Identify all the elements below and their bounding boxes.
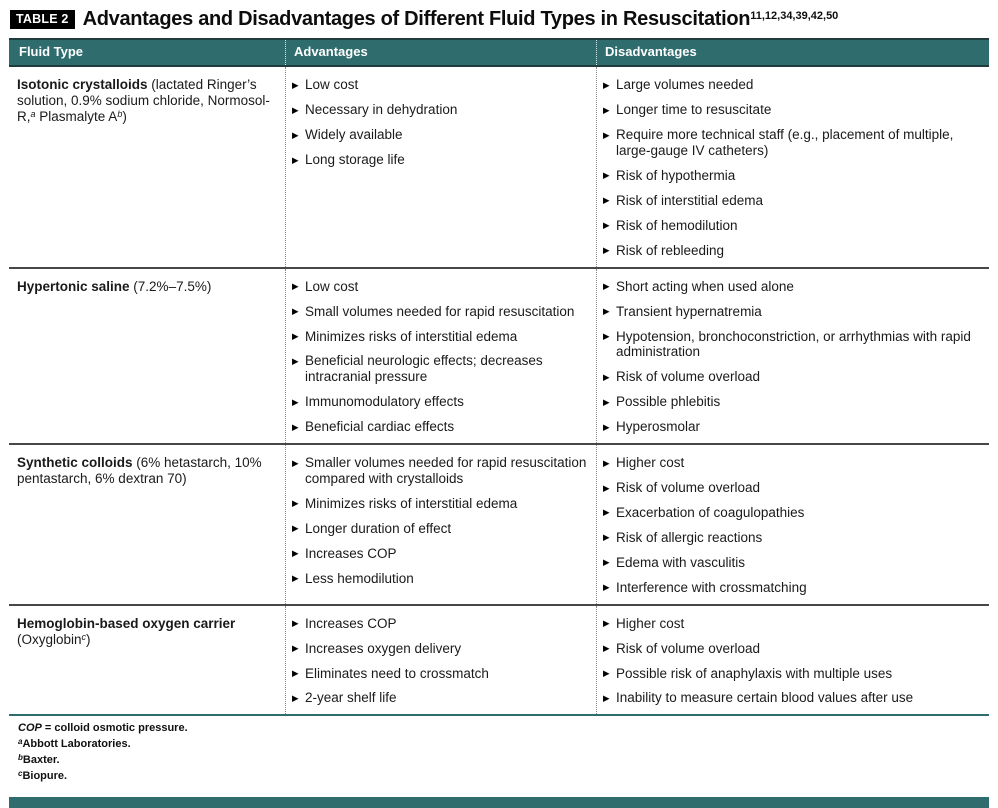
- list-item: ▶ Risk of allergic reactions: [603, 530, 985, 546]
- fluid-type-cell: [9, 606, 285, 715]
- list-item: ▶ Low cost: [292, 77, 592, 93]
- disadvantages-list: [603, 279, 985, 435]
- table-row-hemoglobin-carrier: [9, 606, 989, 717]
- fluid-detail: (7.2%–7.5%): [129, 278, 212, 294]
- advantages-cell: [285, 269, 596, 443]
- list-item: ▶ Short acting when used alone: [603, 279, 985, 295]
- citation-refs: 11,12,34,39,42,50: [750, 10, 839, 22]
- list-item: ▶ Increases oxygen delivery: [292, 641, 592, 657]
- list-item: ▶ Large volumes needed: [603, 77, 985, 93]
- fluid-detail: ): [122, 109, 127, 125]
- list-item: ▶ 2-year shelf life: [292, 690, 592, 706]
- list-item: ▶ Longer duration of effect: [292, 521, 592, 537]
- list-item: ▶ Edema with vasculitis: [603, 555, 985, 571]
- list-item: ▶ Inability to measure certain blood values after use: [603, 690, 985, 706]
- list-item: ▶ Risk of interstitial edema: [603, 193, 985, 209]
- fluid-detail: (lactated Ringer’s solution, 0.9% sodium chloride, Normosol-R,: [17, 77, 270, 125]
- column-header-advantages: Advantages: [285, 40, 596, 65]
- table-title: [10, 8, 989, 31]
- advantages-cell: [285, 606, 596, 715]
- list-item: ▶ Hyperosmolar: [603, 419, 985, 435]
- footnote-marker-b: b: [117, 109, 123, 120]
- list-item: ▶ Possible phlebitis: [603, 394, 985, 410]
- table-title-text: [83, 8, 839, 30]
- list-item: ▶ Less hemodilution: [292, 571, 592, 587]
- list-item: ▶ Longer time to resuscitate: [603, 102, 985, 118]
- list-item: ▶ Exacerbation of coagulopathies: [603, 505, 985, 521]
- footnote-marker: a: [18, 737, 23, 747]
- footnote-marker-c: c: [81, 631, 87, 642]
- list-item: ▶ Risk of volume overload: [603, 369, 985, 385]
- advantages-list: [292, 616, 592, 707]
- disadvantages-list: [603, 77, 985, 258]
- advantages-list: [292, 77, 592, 168]
- footnote-marker-a: a: [30, 109, 36, 120]
- list-item: ▶ Long storage life: [292, 152, 592, 168]
- footnote-text: Abbott Laboratories.: [22, 738, 131, 751]
- table-row-hypertonic-saline: [9, 269, 989, 445]
- footnote-b: [18, 751, 989, 767]
- list-item: ▶ Minimizes risks of interstitial edema: [292, 496, 592, 512]
- advantages-list: [292, 455, 592, 587]
- table-header-row: [9, 38, 989, 67]
- bottom-accent-bar: [9, 797, 989, 808]
- fluid-detail: (Oxyglobin: [17, 631, 82, 647]
- fluid-type-cell: [9, 269, 285, 443]
- list-item: ▶ Increases COP: [292, 616, 592, 632]
- list-item: ▶ Risk of hemodilution: [603, 218, 985, 234]
- disadvantages-list: [603, 455, 985, 596]
- table-number-badge: TABLE 2: [10, 10, 75, 29]
- disadvantages-list: [603, 616, 985, 707]
- advantages-list: [292, 279, 592, 435]
- table-footnotes: [9, 716, 989, 786]
- fluid-table: [9, 38, 989, 716]
- footnote-abbr: COP: [18, 722, 42, 735]
- table-row-synthetic-colloids: [9, 445, 989, 606]
- fluid-name: Isotonic crystalloids: [17, 77, 148, 93]
- fluid-type-cell: [9, 445, 285, 604]
- list-item: ▶ Immunomodulatory effects: [292, 394, 592, 410]
- list-item: ▶ Eliminates need to crossmatch: [292, 666, 592, 682]
- footnote-c: [18, 767, 989, 783]
- footnote-marker: b: [18, 753, 23, 763]
- list-item: ▶ Widely available: [292, 127, 592, 143]
- list-item: ▶ Minimizes risks of interstitial edema: [292, 329, 592, 345]
- table-row-isotonic-crystalloids: [9, 67, 989, 268]
- fluid-detail: Plasmalyte A: [35, 109, 118, 125]
- fluid-detail: (6% hetastarch, 10% pentastarch, 6% dextran 70): [17, 455, 262, 487]
- list-item: ▶ Low cost: [292, 279, 592, 295]
- disadvantages-cell: [596, 606, 989, 715]
- list-item: ▶ Risk of hypothermia: [603, 168, 985, 184]
- fluid-name: Hemoglobin-based oxygen carrier: [17, 615, 236, 631]
- advantages-cell: [285, 67, 596, 266]
- list-item: ▶ Require more technical staff (e.g., placement of multiple, large-gauge IV catheters): [603, 127, 985, 159]
- list-item: ▶ Possible risk of anaphylaxis with multiple uses: [603, 666, 985, 682]
- list-item: ▶ Transient hypernatremia: [603, 304, 985, 320]
- footnote-a: [18, 735, 989, 751]
- footnote-text: Biopure.: [22, 770, 68, 783]
- list-item: ▶ Small volumes needed for rapid resuscitation: [292, 304, 592, 320]
- fluid-type-cell: [9, 67, 285, 266]
- list-item: ▶ Necessary in dehydration: [292, 102, 592, 118]
- list-item: ▶ Interference with crossmatching: [603, 580, 985, 596]
- list-item: ▶ Hypotension, bronchoconstriction, or arrhythmias with rapid administration: [603, 329, 985, 361]
- list-item: ▶ Smaller volumes needed for rapid resuscitation compared with crystalloids: [292, 455, 592, 487]
- list-item: ▶ Beneficial cardiac effects: [292, 419, 592, 435]
- list-item: ▶ Higher cost: [603, 455, 985, 471]
- footnote-text: Baxter.: [22, 754, 60, 767]
- fluid-name: Synthetic colloids: [17, 455, 133, 471]
- list-item: ▶ Risk of volume overload: [603, 480, 985, 496]
- footnote-text: = colloid osmotic pressure.: [41, 722, 188, 735]
- table-title-label: Advantages and Disadvantages of Different Fluid Types in Resuscitation: [82, 8, 751, 30]
- column-header-disadvantages: Disadvantages: [596, 40, 989, 65]
- fluid-detail: ): [86, 631, 91, 647]
- column-header-fluid-type: Fluid Type: [19, 44, 84, 59]
- list-item: ▶ Risk of volume overload: [603, 641, 985, 657]
- list-item: ▶ Beneficial neurologic effects; decreases intracranial pressure: [292, 353, 592, 385]
- disadvantages-cell: [596, 269, 989, 443]
- footnote-marker: c: [18, 769, 23, 779]
- disadvantages-cell: [596, 67, 989, 266]
- list-item: ▶ Risk of rebleeding: [603, 243, 985, 259]
- advantages-cell: [285, 445, 596, 604]
- list-item: ▶ Increases COP: [292, 546, 592, 562]
- disadvantages-cell: [596, 445, 989, 604]
- footnote-cop: [18, 721, 989, 735]
- fluid-name: Hypertonic saline: [17, 278, 130, 294]
- list-item: ▶ Higher cost: [603, 616, 985, 632]
